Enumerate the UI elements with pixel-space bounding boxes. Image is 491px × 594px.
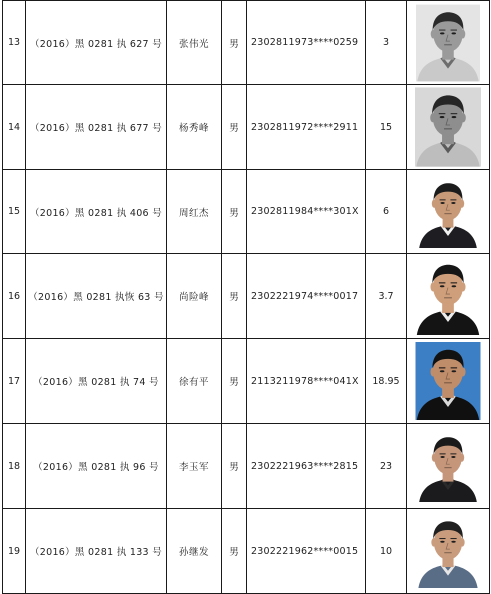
case-number-cell: （2016）黑 0281 执 96 号 [26,424,167,509]
portrait-image [413,514,483,588]
row-number-cell: 18 [3,424,26,509]
portrait-photo [414,257,482,335]
id-number-cell: 2302221962****0015 [247,509,366,594]
person-name-cell: 李玉军 [167,424,222,509]
amount-cell: 18.95 [366,339,407,424]
person-name-cell: 徐有平 [167,339,222,424]
portrait-photo [416,3,480,83]
id-number-cell: 2302811984****301X [247,170,366,254]
table-row [3,254,490,339]
amount-cell: 15 [366,85,407,170]
gender-cell: 男 [222,509,247,594]
portrait-photo [413,430,483,502]
case-number-cell: （2016）黑 0281 执 406 号 [26,170,167,254]
case-number-cell: （2016）黑 0281 执 627 号 [26,1,167,85]
id-number-cell: 2302811973****0259 [247,1,366,85]
id-number-cell: 2113211978****041X [247,339,366,424]
gender-cell: 男 [222,1,247,85]
table-row [3,509,490,594]
case-number-cell: （2016）黑 0281 执恢 63 号 [26,254,167,339]
person-name-cell: 尚险峰 [167,254,222,339]
row-number-cell: 13 [3,1,26,85]
amount-cell: 23 [366,424,407,509]
person-name-cell: 周红杰 [167,170,222,254]
gender-cell: 男 [222,85,247,170]
portrait-cell [407,339,490,424]
portrait-cell [407,85,490,170]
amount-cell: 6 [366,170,407,254]
table-body [3,1,490,594]
table-row [3,424,490,509]
portrait-photo [418,174,478,250]
person-name-cell: 孙继发 [167,509,222,594]
case-number-cell: （2016）黑 0281 执 133 号 [26,509,167,594]
gender-cell: 男 [222,424,247,509]
portrait-image [413,430,483,502]
amount-cell: 3.7 [366,254,407,339]
gender-cell: 男 [222,254,247,339]
portrait-cell [407,170,490,254]
row-number-cell: 19 [3,509,26,594]
portrait-image [418,174,478,250]
gender-cell: 男 [222,339,247,424]
portrait-photo [411,342,485,420]
defaulter-table [2,0,490,594]
row-number-cell: 14 [3,85,26,170]
person-name-cell: 张伟光 [167,1,222,85]
id-number-cell: 2302221974****0017 [247,254,366,339]
portrait-image [414,257,482,335]
portrait-image [415,87,481,167]
table-row [3,85,490,170]
portrait-image [416,3,480,83]
portrait-image [411,342,485,420]
table-row [3,339,490,424]
row-number-cell: 17 [3,339,26,424]
id-number-cell: 2302811972****2911 [247,85,366,170]
portrait-cell [407,254,490,339]
amount-cell: 10 [366,509,407,594]
row-number-cell: 15 [3,170,26,254]
gender-cell: 男 [222,170,247,254]
portrait-cell [407,424,490,509]
table-row [3,170,490,254]
id-number-cell: 2302221963****2815 [247,424,366,509]
case-number-cell: （2016）黑 0281 执 677 号 [26,85,167,170]
portrait-photo [413,514,483,588]
portrait-cell [407,509,490,594]
person-name-cell: 杨秀峰 [167,85,222,170]
portrait-cell [407,1,490,85]
amount-cell: 3 [366,1,407,85]
table-row [3,1,490,85]
portrait-photo [415,87,481,167]
case-number-cell: （2016）黑 0281 执 74 号 [26,339,167,424]
row-number-cell: 16 [3,254,26,339]
